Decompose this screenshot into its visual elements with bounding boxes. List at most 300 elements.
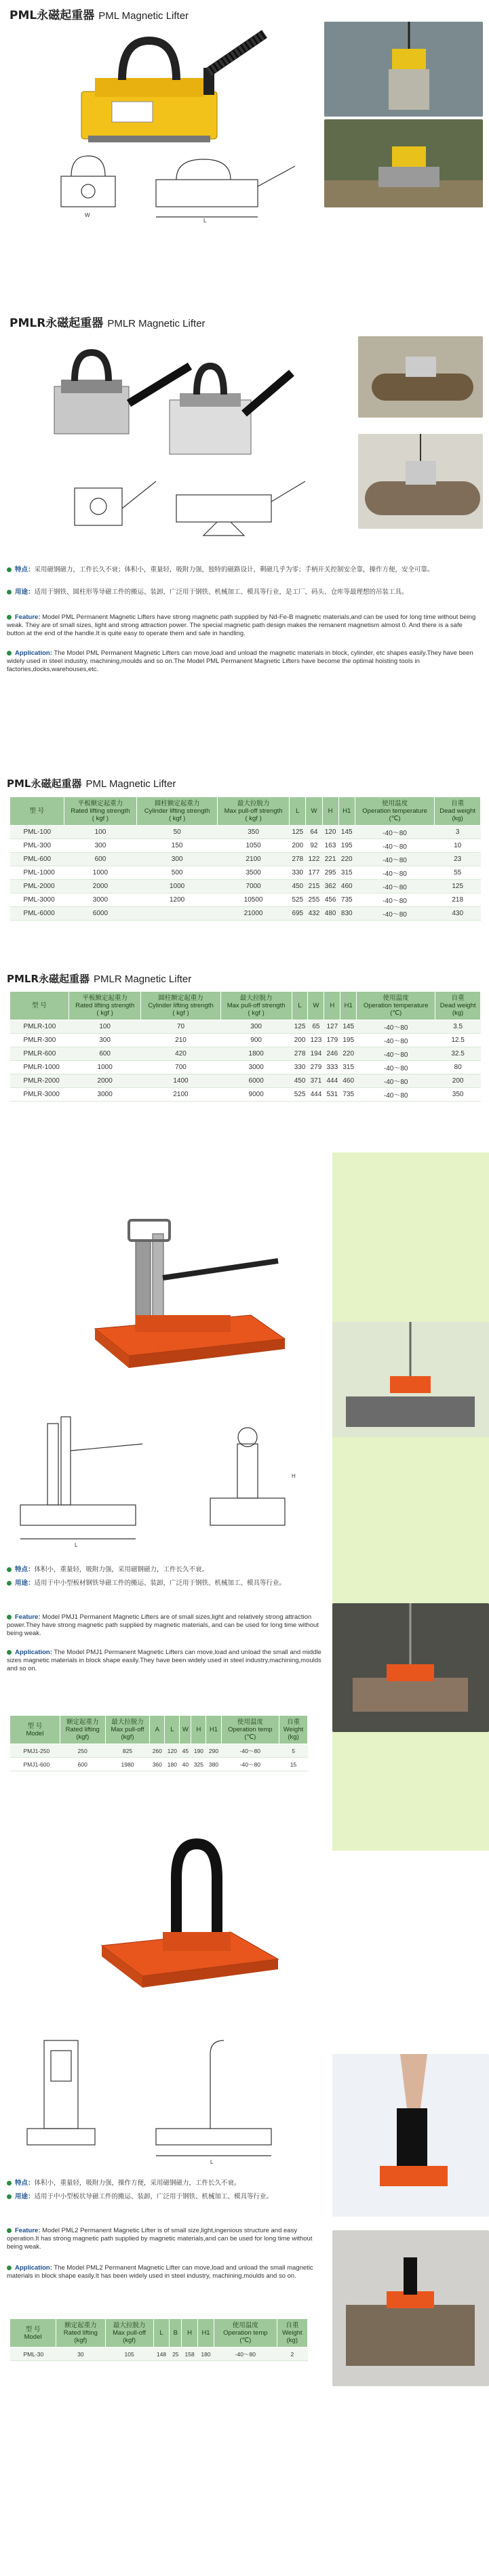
table-cell: 255	[306, 893, 322, 907]
table-header	[322, 797, 338, 826]
table-header	[338, 797, 355, 826]
bullet-icon	[7, 1581, 12, 1586]
table-row	[10, 1744, 308, 1758]
table-cell: 3000	[69, 1088, 140, 1102]
table-cell: 6000	[220, 1074, 292, 1088]
table-cell: 432	[306, 907, 322, 921]
pmj1-usage-cn: 用途：适用于中小型板材钢铁导磁工件的搬运、装卸，广泛用于钢铁、机械加工、模具等行业。	[7, 1579, 326, 1588]
table-cell: -40～80	[357, 1034, 435, 1047]
table-cell: -40～80	[355, 880, 435, 893]
table-cell: 2000	[69, 1074, 140, 1088]
table-cell: 215	[306, 880, 322, 893]
table-cell: 278	[292, 1047, 308, 1061]
pmlr-table-title: PMLR永磁起重器 PMLR Magnetic Lifter	[7, 973, 192, 985]
table-cell: 300	[69, 1034, 140, 1047]
table-header	[357, 992, 435, 1020]
header-unit: (kgf)	[121, 1733, 134, 1741]
table-cell: 330	[292, 1061, 308, 1074]
table-cell: -40～80	[355, 907, 435, 921]
table-cell: PML-300	[10, 839, 64, 853]
table-cell: 350	[218, 826, 290, 839]
header-en: Rated lifting strength	[75, 1002, 135, 1009]
header-en: Model	[26, 1729, 44, 1737]
table-header	[206, 1716, 221, 1744]
table-row	[10, 1061, 481, 1074]
table-cell: PML-6000	[10, 907, 64, 921]
header-cn: 型 号	[32, 1002, 47, 1009]
table-cell: 158	[182, 2348, 198, 2361]
table-row	[10, 880, 481, 893]
table-cell: -40～80	[221, 1758, 279, 1771]
header-en: Max pull-off strength	[227, 1002, 286, 1009]
header-en: Weight	[282, 2329, 302, 2337]
table-header	[180, 1716, 191, 1744]
table-header	[69, 992, 140, 1020]
header-en: Model	[24, 2333, 42, 2341]
pml-photo-workshop	[324, 119, 483, 207]
table-row	[10, 2348, 308, 2361]
pmj1-dimension-drawing	[7, 1396, 319, 1552]
table-cell: 444	[308, 1088, 324, 1102]
pmlr-photo-cylinder	[358, 434, 483, 529]
table-header	[292, 992, 308, 1020]
table-cell: -40～80	[357, 1088, 435, 1102]
table-cell: 600	[64, 853, 137, 866]
table-header	[279, 1716, 308, 1744]
table-cell: 830	[338, 907, 355, 921]
table-cell: 145	[338, 826, 355, 839]
table-cell: 735	[338, 893, 355, 907]
table-cell: 221	[322, 853, 338, 866]
header-cn: 使用温度	[383, 994, 409, 1002]
header-cn: 圆柱额定起重力	[158, 994, 203, 1002]
table-cell: 125	[435, 880, 481, 893]
table-cell: 1050	[218, 839, 290, 853]
table-header	[56, 2319, 106, 2348]
pmj1-photo-lift	[332, 1322, 489, 1437]
pml2-product-image	[81, 1830, 298, 2000]
pml2-usage-cn: 用途：适用于中小型板状导磁工件的搬运、装卸，广泛用于钢铁、机械加工、模具等行业。	[7, 2193, 326, 2201]
header-en: A	[155, 1726, 159, 1733]
table-cell: 70	[141, 1020, 220, 1034]
table-cell: PML-600	[10, 853, 64, 866]
pmj1-features-cn: 特点：体积小，重量轻，吸附力强，采用磁钢磁力，工件长久不衰。	[7, 1566, 326, 1574]
table-cell: 180	[198, 2348, 214, 2361]
table-cell: -40～80	[221, 1744, 279, 1758]
table-cell: 200	[435, 1074, 481, 1088]
table-cell: 825	[105, 1744, 150, 1758]
header-en: H1	[343, 807, 351, 815]
table-header	[153, 2319, 170, 2348]
table-header	[10, 1716, 60, 1744]
svg-text:H: H	[292, 1473, 296, 1479]
table-cell: 1400	[141, 1074, 220, 1088]
bullet-icon	[7, 1567, 12, 1572]
header-cn: 使用温度	[382, 800, 408, 807]
table-row	[10, 1088, 481, 1102]
table-cell: 105	[105, 2348, 153, 2361]
table-cell: 220	[338, 853, 355, 866]
table-cell: 64	[306, 826, 322, 839]
table-cell: PMJ1-250	[10, 1744, 60, 1758]
bullet-icon	[7, 1615, 12, 1619]
table-row	[10, 907, 481, 921]
pml-dimension-drawing	[27, 149, 312, 224]
table-cell: 3.5	[435, 1020, 481, 1034]
table-header	[10, 992, 69, 1020]
table-row	[10, 1074, 481, 1088]
bullet-icon	[7, 1650, 12, 1655]
header-unit: (kgf)	[74, 2337, 87, 2344]
table-cell: 525	[290, 893, 306, 907]
pmj1-features-en: Feature: Model PMJ1 Permanent Magnetic Lifters are of small sizes,light and relatively strong attraction power.They have strong magnetic path supplied by magnetic materials, and can be used for long time without being weak.	[7, 1613, 319, 1637]
pml2-application-en: Application: The Model PML2 Permanent Magnetic Lifter can move,load and unload the small magnetic materials in block shape easily.It has been widely used in steel industry, machining,moulds and so on.	[7, 2264, 313, 2280]
table-cell: PMLR-300	[10, 1034, 69, 1047]
header-cn: 自重	[287, 1718, 300, 1726]
header-en: Max pull-off strength	[224, 807, 283, 815]
table-cell: 30	[56, 2348, 106, 2361]
table-cell: 450	[292, 1074, 308, 1088]
table-cell: 150	[137, 839, 218, 853]
header-en: Cylinder lifting strength	[144, 807, 210, 815]
table-cell: PML-30	[10, 2348, 56, 2361]
table-header	[308, 992, 324, 1020]
table-cell: 700	[141, 1061, 220, 1074]
header-unit: (℃)	[389, 815, 401, 822]
bullet-icon	[7, 2266, 12, 2270]
table-header	[10, 797, 64, 826]
table-header	[141, 992, 220, 1020]
table-cell: 179	[324, 1034, 340, 1047]
table-cell: 330	[290, 866, 306, 880]
svg-text:L: L	[203, 218, 207, 224]
table-header	[340, 992, 357, 1020]
table-header	[105, 2319, 153, 2348]
table-cell: 55	[435, 866, 481, 880]
table-header	[170, 2319, 182, 2348]
header-en: H	[187, 2329, 193, 2337]
table-cell: 148	[153, 2348, 170, 2361]
header-cn: 自重	[451, 800, 465, 807]
bullet-icon	[7, 2181, 12, 2186]
table-cell: 5	[279, 1744, 308, 1758]
header-en: Operation temperature	[362, 807, 427, 815]
header-en: Operation temp	[223, 2329, 268, 2337]
pml-product-image	[47, 27, 278, 149]
table-cell: 45	[180, 1744, 191, 1758]
table-cell: -40～80	[214, 2348, 277, 2361]
header-unit: ( kgf )	[245, 815, 262, 822]
table-cell: 125	[292, 1020, 308, 1034]
table-cell: 480	[322, 907, 338, 921]
table-cell: PMLR-1000	[10, 1061, 69, 1074]
table-header	[435, 797, 481, 826]
table-cell: 360	[150, 1758, 165, 1771]
table-cell: 600	[60, 1758, 105, 1771]
table-cell: 2100	[218, 853, 290, 866]
table-cell: 23	[435, 853, 481, 866]
table-cell: 333	[324, 1061, 340, 1074]
header-en: H1	[344, 1002, 353, 1009]
table-cell: 100	[69, 1020, 140, 1034]
table-header	[306, 797, 322, 826]
table-cell: 525	[292, 1088, 308, 1102]
bullet-icon	[7, 2194, 12, 2199]
table-cell: PMLR-100	[10, 1020, 69, 1034]
table-header	[182, 2319, 198, 2348]
header-en: H	[196, 1726, 201, 1733]
header-cn: 额定起重力	[66, 1718, 99, 1726]
header-en: H1	[209, 1726, 218, 1733]
table-cell: 123	[308, 1034, 324, 1047]
header-cn: 型 号	[25, 2325, 41, 2333]
table-cell: PML-100	[10, 826, 64, 839]
table-cell: 430	[435, 907, 481, 921]
table-cell: 250	[60, 1744, 105, 1758]
table-cell: 600	[69, 1047, 140, 1061]
table-cell: 50	[137, 826, 218, 839]
table-cell: 7000	[218, 880, 290, 893]
header-cn: 使用温度	[232, 2322, 258, 2329]
header-unit: (kg)	[452, 1009, 464, 1017]
table-cell: -40～80	[357, 1074, 435, 1088]
table-cell: 1000	[137, 880, 218, 893]
svg-text:L: L	[210, 2159, 214, 2165]
pml2-features-cn: 特点：体积小，重量轻，吸附力强，操作方便，采用磁钢磁力，工件长久不衰。	[7, 2179, 326, 2188]
table-header	[137, 797, 218, 826]
header-unit: (℃)	[239, 2337, 252, 2344]
header-unit: (kgf)	[76, 1733, 90, 1741]
table-cell: 220	[340, 1047, 357, 1061]
table-cell: 695	[290, 907, 306, 921]
bullet-icon	[7, 615, 12, 620]
table-cell: 195	[338, 839, 355, 853]
header-cn: 自重	[451, 994, 465, 1002]
table-cell: 460	[338, 880, 355, 893]
header-cn: 最大拉脱力	[113, 2322, 146, 2329]
table-cell: 32.5	[435, 1047, 481, 1061]
table-cell: 3500	[218, 866, 290, 880]
table-cell: 1000	[69, 1061, 140, 1074]
table-cell: 531	[324, 1088, 340, 1102]
bullet-icon	[7, 567, 12, 572]
table-cell: 246	[324, 1047, 340, 1061]
table-cell: 92	[306, 839, 322, 853]
table-header	[277, 2319, 307, 2348]
table-cell: 295	[322, 866, 338, 880]
table-cell: 500	[137, 866, 218, 880]
header-en: Cylinder lifting strength	[148, 1002, 214, 1009]
pml-features-en: Feature: Model PML Permanent Magnetic Lifters have strong magnetic path supplied by Nd-Fe-B magnetic materials,and can be used for long time without being weak. They are of small sizes, light and strong attraction power. The special magnetic path design makes the remanent magnetism almost 0. And there is a safe button at the end of the handle.It is quite easy to operate them and safe in handling.	[7, 613, 476, 637]
table-cell: 180	[165, 1758, 180, 1771]
header-cn: 平板额定起重力	[77, 800, 123, 807]
bullet-icon	[7, 2228, 12, 2233]
pmj1-photo-plate	[332, 1603, 489, 1732]
table-cell: 218	[435, 893, 481, 907]
table-cell: 3000	[64, 893, 137, 907]
header-unit: (kg)	[288, 1733, 299, 1741]
table-cell: 279	[308, 1061, 324, 1074]
table-row	[10, 839, 481, 853]
table-cell: 1200	[137, 893, 218, 907]
header-unit: (kg)	[452, 815, 463, 822]
table-header	[150, 1716, 165, 1744]
header-unit: ( kgf )	[248, 1009, 265, 1017]
table-header	[324, 992, 340, 1020]
pml-section-title: PML永磁起重器 PML Magnetic Lifter	[9, 9, 189, 22]
table-header	[105, 1716, 150, 1744]
table-row	[10, 1020, 481, 1034]
bullet-icon	[7, 651, 12, 656]
header-unit: (℃)	[244, 1733, 256, 1741]
pml2-dimension-drawing	[7, 2027, 319, 2169]
table-row	[10, 893, 481, 907]
table-cell: 120	[322, 826, 338, 839]
header-en: Weight	[283, 1726, 304, 1733]
pmj1-product-image	[81, 1213, 298, 1383]
pmlr-spec-table	[9, 991, 481, 1102]
table-cell: 80	[435, 1061, 481, 1074]
table-cell: PMLR-3000	[10, 1088, 69, 1102]
table-cell: 1000	[64, 866, 137, 880]
header-en: L	[170, 1726, 174, 1733]
pmj1-photo-panel	[332, 1152, 489, 1851]
table-cell: 195	[340, 1034, 357, 1047]
header-en: B	[173, 2329, 178, 2337]
table-header	[355, 797, 435, 826]
header-cn: 最大拉脱力	[237, 800, 270, 807]
table-row	[10, 1758, 308, 1771]
table-cell: 3	[435, 826, 481, 839]
pmlr-dimension-drawing	[41, 468, 312, 542]
pmj1-spec-table	[9, 1715, 308, 1771]
header-en: W	[182, 1726, 189, 1733]
table-header	[10, 2319, 56, 2348]
table-cell: 10	[435, 839, 481, 853]
table-cell: 163	[322, 839, 338, 853]
table-cell: 2	[277, 2348, 307, 2361]
table-header	[435, 992, 481, 1020]
pml2-features-en: Feature: Model PML2 Permanent Magnetic Lifter is of small size,light,ingenious structure and easy operation.It has strong magnetic path supplied by magnetic materials,and can be used for long time without being weak.	[7, 2227, 313, 2251]
header-cn: 最大拉脱力	[111, 1718, 144, 1726]
table-cell: 362	[322, 880, 338, 893]
header-cn: 使用温度	[237, 1718, 263, 1726]
table-cell: -40～80	[357, 1047, 435, 1061]
header-en: Rated lifting strength	[71, 807, 130, 815]
header-en: Operation temp	[228, 1726, 273, 1733]
header-unit: (kgf)	[123, 2337, 136, 2344]
table-cell: 3000	[220, 1061, 292, 1074]
table-cell: 460	[340, 1074, 357, 1088]
header-unit: ( kgf )	[96, 1009, 113, 1017]
table-cell: 127	[324, 1020, 340, 1034]
pml-usage-cn: 用途：适用于钢铁、圆柱形等导磁工件的搬运、装卸，广泛用于钢铁、机械加工、模具等行业，是工厂、码头、仓库等最理想的吊装工具。	[7, 588, 482, 597]
table-cell: PMLR-2000	[10, 1074, 69, 1088]
table-cell: 25	[170, 2348, 182, 2361]
table-cell: 10500	[218, 893, 290, 907]
table-cell: -40～80	[355, 893, 435, 907]
table-cell: PML-1000	[10, 866, 64, 880]
table-cell: PMJ1-600	[10, 1758, 60, 1771]
table-cell: 12.5	[435, 1034, 481, 1047]
pml2-photo-hand	[332, 2054, 489, 2217]
header-cn: 圆柱额定起重力	[154, 800, 200, 807]
table-cell: 380	[206, 1758, 221, 1771]
bullet-icon	[7, 590, 12, 595]
table-cell: 735	[340, 1088, 357, 1102]
table-header	[60, 1716, 105, 1744]
table-cell: 200	[290, 839, 306, 853]
table-cell: 65	[308, 1020, 324, 1034]
header-en: L	[296, 807, 300, 815]
table-cell: 456	[322, 893, 338, 907]
header-unit: (kg)	[286, 2337, 298, 2344]
table-header	[64, 797, 137, 826]
header-cn: 额定起重力	[64, 2322, 97, 2329]
table-cell: 40	[180, 1758, 191, 1771]
table-header	[165, 1716, 180, 1744]
table-cell: 190	[191, 1744, 206, 1758]
table-cell: 194	[308, 1047, 324, 1061]
table-header	[221, 1716, 279, 1744]
header-cn: 平板额定起重力	[82, 994, 128, 1002]
pml-photo-crane	[324, 22, 483, 117]
table-cell: -40～80	[355, 839, 435, 853]
pml-spec-table	[9, 797, 481, 921]
table-cell: 177	[306, 866, 322, 880]
header-en: W	[313, 1002, 319, 1009]
table-cell: 122	[306, 853, 322, 866]
header-unit: (℃)	[390, 1009, 402, 1017]
table-cell: 325	[191, 1758, 206, 1771]
pmj1-application-en: Application: The Model PMJ1 Permanent Magnetic Lifters can move,load and unload the small and middle sizes magnetic materials in block shape easily.They have been widely used in steel industry,machining,moulds and so on.	[7, 1649, 321, 1672]
table-cell: 2000	[64, 880, 137, 893]
table-cell: 2100	[141, 1088, 220, 1102]
svg-text:L: L	[75, 1542, 78, 1548]
table-header	[218, 797, 290, 826]
table-cell: 145	[340, 1020, 357, 1034]
table-cell: 900	[220, 1034, 292, 1047]
table-cell: PML-2000	[10, 880, 64, 893]
table-row	[10, 1034, 481, 1047]
table-cell: 371	[308, 1074, 324, 1088]
table-cell: 300	[137, 853, 218, 866]
header-en: Rated lifting	[63, 2329, 98, 2337]
header-en: L	[298, 1002, 302, 1009]
table-cell: 450	[290, 880, 306, 893]
pml2-photo-plate	[332, 2230, 489, 2386]
table-row	[10, 1047, 481, 1061]
table-cell: 6000	[64, 907, 137, 921]
table-cell: 210	[141, 1034, 220, 1047]
header-en: Dead weight	[439, 1002, 476, 1009]
pml-features-cn: 特点：采用磁钢磁力，工件长久不衰；体积小，重量轻，吸附力强，独特的磁路设计，剩磁几乎为零；手柄开关控制安全靠，操作方便，安全可靠。	[7, 566, 482, 574]
header-unit: ( kgf )	[92, 815, 109, 822]
header-cn: 型 号	[29, 807, 45, 815]
table-cell: 444	[324, 1074, 340, 1088]
table-cell: 125	[290, 826, 306, 839]
table-cell: PMLR-600	[10, 1047, 69, 1061]
table-cell: 315	[340, 1061, 357, 1074]
table-cell: -40～80	[355, 853, 435, 866]
header-en: W	[311, 807, 317, 815]
table-cell: 278	[290, 853, 306, 866]
table-cell: PML-3000	[10, 893, 64, 907]
table-cell	[137, 907, 218, 921]
table-cell: 1980	[105, 1758, 150, 1771]
table-cell: 9000	[220, 1088, 292, 1102]
table-cell: 260	[150, 1744, 165, 1758]
